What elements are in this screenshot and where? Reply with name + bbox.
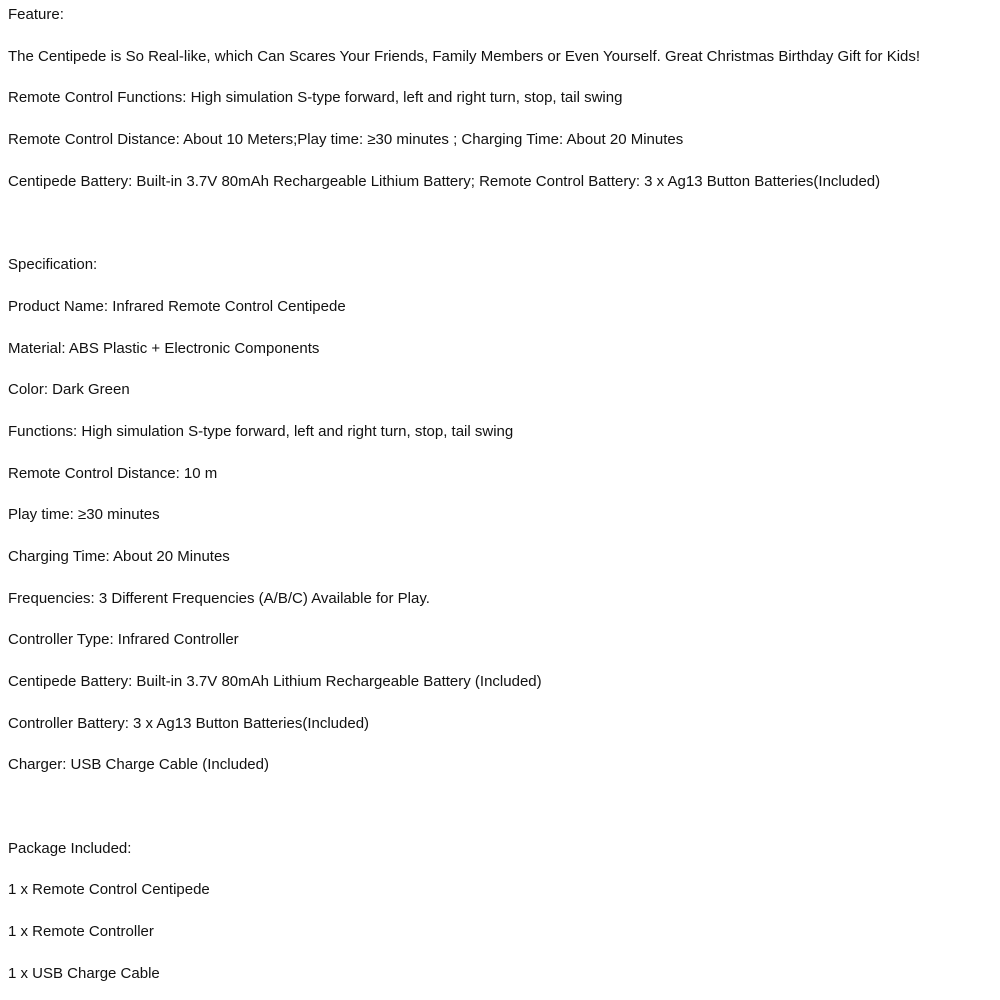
spec-controller-battery: Controller Battery: 3 x Ag13 Button Batteries(Included) — [8, 714, 370, 732]
spec-material: Material: ABS Plastic + Electronic Components — [8, 339, 320, 357]
feature-line-battery: Centipede Battery: Built-in 3.7V 80mAh Rechargeable Lithium Battery; Remote Control Battery: 3 x Ag13 Button Batteries(Included) — [8, 172, 881, 190]
package-item-centipede: 1 x Remote Control Centipede — [8, 881, 210, 899]
spec-color: Color: Dark Green — [8, 381, 130, 399]
spec-controller-type: Controller Type: Infrared Controller — [8, 631, 239, 649]
spec-product-name: Product Name: Infrared Remote Control Centipede — [8, 297, 346, 315]
spec-play-time: Play time: ≥30 minutes — [8, 506, 160, 524]
spec-remote-distance: Remote Control Distance: 10 m — [8, 464, 218, 482]
spec-functions: Functions: High simulation S-type forward, left and right turn, stop, tail swing — [8, 422, 514, 440]
package-item-controller: 1 x Remote Controller — [8, 923, 154, 941]
section-spacer — [8, 796, 1000, 838]
spec-charging-time: Charging Time: About 20 Minutes — [8, 547, 230, 565]
feature-line-functions: Remote Control Functions: High simulation S-type forward, left and right turn, stop, tail swing — [8, 89, 623, 107]
feature-line-distance: Remote Control Distance: About 10 Meters;Play time: ≥30 minutes ; Charging Time: About 20 Minutes — [8, 131, 684, 149]
spec-charger: Charger: USB Charge Cable (Included) — [8, 756, 269, 774]
feature-line-realistic: The Centipede is So Real-like, which Can Scares Your Friends, Family Members or Even Yourself. Great Christmas Birthday Gift for Kids! — [8, 47, 921, 65]
spec-centipede-battery: Centipede Battery: Built-in 3.7V 80mAh Lithium Rechargeable Battery (Included) — [8, 673, 542, 690]
package-item-cable: 1 x USB Charge Cable — [8, 964, 160, 982]
section-spacer — [8, 212, 1000, 254]
feature-heading: Feature: — [8, 6, 64, 23]
specification-heading: Specification: — [8, 256, 98, 274]
package-heading: Package Included: — [8, 839, 132, 857]
spec-frequencies: Frequencies: 3 Different Frequencies (A/B/C) Available for Play. — [8, 589, 430, 607]
